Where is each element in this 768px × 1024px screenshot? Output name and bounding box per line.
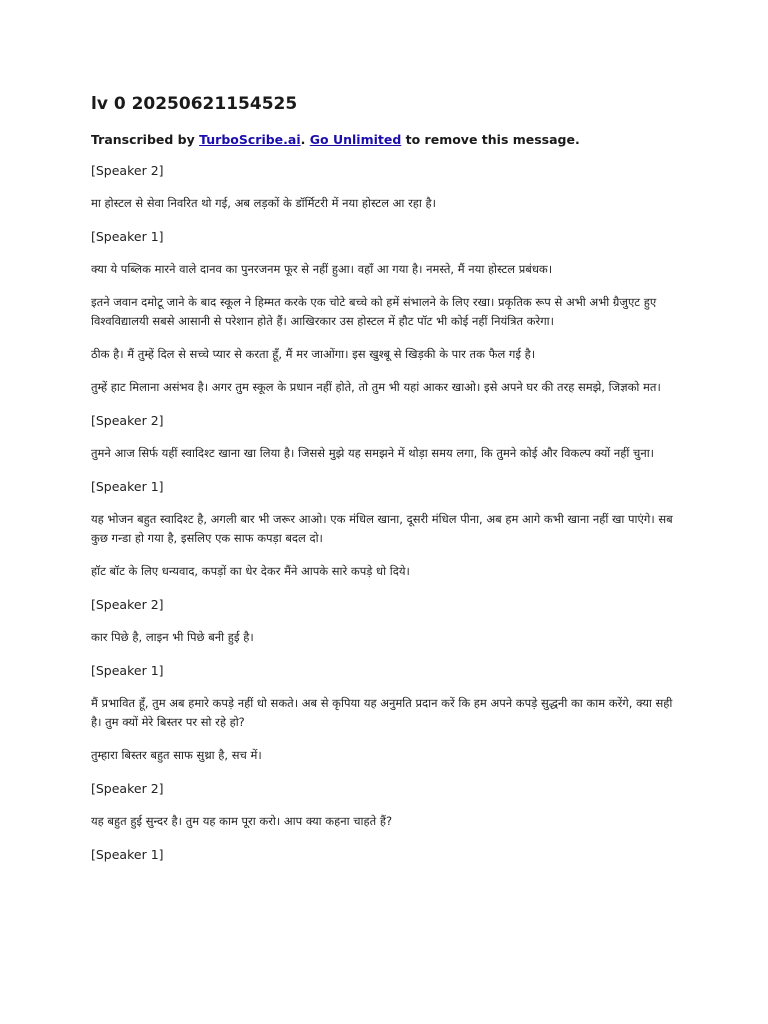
- notice-suffix: to remove this message.: [401, 132, 580, 147]
- transcript-body: [91, 161, 683, 864]
- speaker-label: [Speaker 2]: [91, 781, 164, 796]
- document-page: [91, 94, 683, 878]
- transcript-paragraph: मा होस्टल से सेवा निवरित थो गई, अब लड़कों के डॉर्मिटरी में नया होस्टल आ रहा है।: [91, 196, 436, 210]
- speaker-label: [Speaker 1]: [91, 847, 164, 862]
- transcript-paragraph: तुम्हारा बिस्तर बहुत साफ सुथ्रा है, सच में।: [91, 748, 262, 762]
- notice-prefix: Transcribed by: [91, 132, 200, 147]
- turboscribe-link[interactable]: TurboScribe.ai: [199, 132, 301, 147]
- speaker-label: [Speaker 1]: [91, 663, 164, 678]
- go-unlimited-link[interactable]: Go Unlimited: [309, 132, 402, 147]
- transcript-paragraph: क्या ये पब्लिक मारने वाले दानव का पुनरजनम फूर से नहीं हुआ। वहाँ आ गया है। नमस्ते, मैं नया होस्टल प्रबंधक।: [91, 262, 553, 276]
- transcription-notice: [91, 132, 683, 147]
- transcript-paragraph: तुमने आज सिर्फ यहीं स्वादिश्ट खाना खा लिया है। जिससे मुझे यह समझने में थोड़ा समय लगा, कि तुमने कोई और विकल्प क्यों नहीं चुना।: [91, 446, 655, 460]
- speaker-label: [Speaker 2]: [91, 163, 164, 178]
- transcript-paragraph: कार पिछे है, लाइन भी पिछे बनी हुई है।: [91, 630, 254, 644]
- transcript-paragraph: इतने जवान दमोटू जाने के बाद स्कूल ने हिम्मत करके एक चोटे बच्चे को हमें संभालने के लिए रखा। प्रकृतिक रूप से अभी अभी ग्रैजुएट हुए विश्वविद्यालयी सबसे आसानी से परेशान होते हैं। आखिरकार उस होस्टल में हौट पॉट भी कोई नहीं नियंत्रित करेगा।: [91, 295, 657, 328]
- transcript-paragraph: हॉट बॉट के लिए धन्यवाद, कपड़ों का धेर देकर मैंने आपके सारे कपड़े धो दिये।: [91, 564, 410, 578]
- document-title: lv 0 20250621154525: [91, 94, 298, 114]
- speaker-label: [Speaker 2]: [91, 413, 164, 428]
- transcript-paragraph: यह बहुत हुई सुन्दर है। तुम यह काम पूरा करो। आप क्या कहना चाहते हैं?: [91, 814, 393, 828]
- notice-separator: .: [300, 132, 310, 147]
- transcript-paragraph: ठीक है। मैं तुम्हें दिल से सच्चे प्यार से करता हूँ, मैं मर जाओंगा। इस खुश्बू से खिड़की के पार तक फैल गई है।: [91, 347, 536, 361]
- speaker-label: [Speaker 2]: [91, 597, 164, 612]
- transcript-paragraph: यह भोजन बहुत स्वादिश्ट है, अगली बार भी जरूर आओ। एक मंधिल खाना, दूसरी मंधिल पीना, अब हम आगे कभी खाना नहीं खा पाएंगे। सब कुछ गन्डा हो गया है, इसलिए एक साफ कपड़ा बदल दो।: [91, 512, 673, 545]
- speaker-label: [Speaker 1]: [91, 479, 164, 494]
- transcript-paragraph: मैं प्रभावित हूँ, तुम अब हमारे कपड़े नहीं धो सकते। अब से कृपिया यह अनुमति प्रदान करें कि हम अपने कपड़े सुद्धनी का काम करेंगे, क्या सही है। तुम क्यों मेरे बिस्तर पर सो रहे हो?: [91, 696, 673, 729]
- speaker-label: [Speaker 1]: [91, 229, 164, 244]
- transcript-paragraph: तुम्हें हाट मिलाना असंभव है। अगर तुम स्कूल के प्रधान नहीं होते, तो तुम भी यहां आकर खाओ। इसे अपने घर की तरह समझे, जिज्ञको मत।: [91, 380, 661, 394]
